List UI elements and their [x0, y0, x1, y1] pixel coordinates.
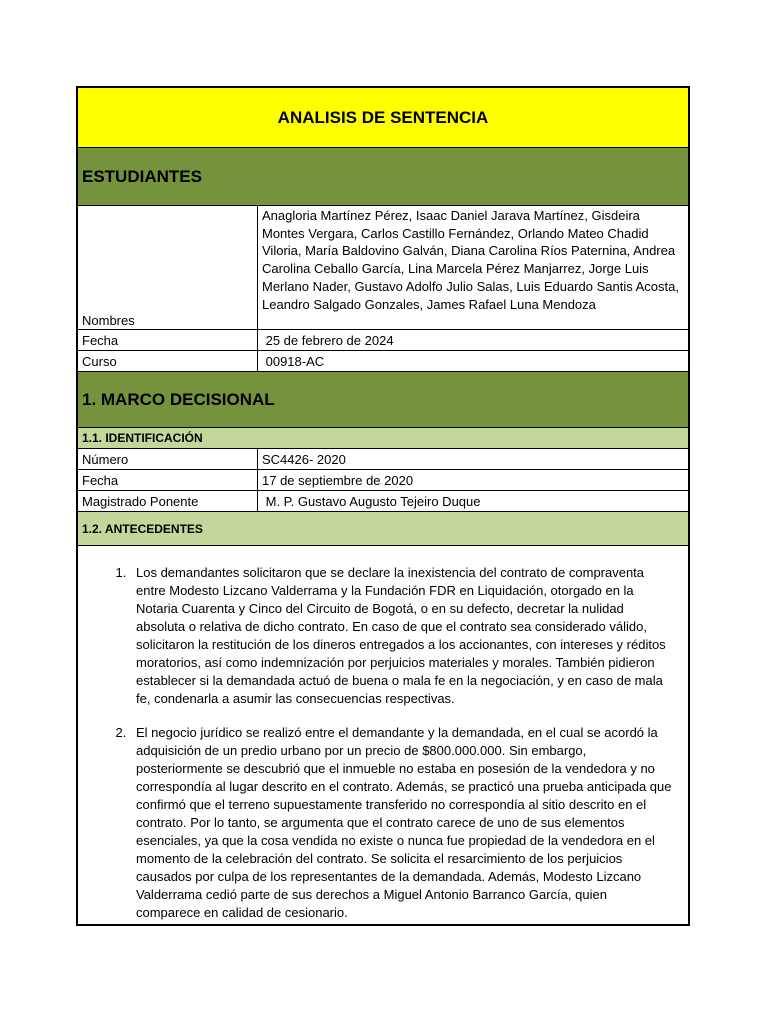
names-value: Anagloria Martínez Pérez, Isaac Daniel Jarava Martínez, Gisdeira Montes Vergara, Carlos Castillo Fernández, Orlando Mateo Chadid Viloria, María Baldovino Galván, Diana Carolina Ríos Paternina, Andrea Carolina Ceballo García, Lina Marcela Pérez Manjarrez, Jorge Luis Merlano Nader, Gustavo Adolfo Julio Salas, Luis Eduardo Santis Acosta, Leandro Salgado Gonzales, James Rafael Luna Mendoza	[262, 208, 679, 312]
number-value: SC4426- 2020	[262, 451, 346, 467]
decision-date-label: Fecha	[78, 470, 258, 490]
document-title: ANALISIS DE SENTENCIA	[277, 107, 489, 127]
names-row	[78, 206, 688, 330]
title-row	[78, 88, 688, 148]
analysis-table	[76, 86, 690, 926]
course-value: 00918-AC	[262, 353, 325, 369]
list-item: 1. Los demandantes solicitaron que se declare la inexistencia del contrato de compraventa entre Modesto Lizcano Valderrama y la Fundación FDR en Liquidación, otorgado en la Notaria Cuarenta y Cinco del Circuito de Bogotá, o en su defecto, decretar la nulidad absoluta o relativa de dicho contrato. En caso de que el contrato sea considerado válido, solicitaron la restitución de los dineros entregados a los accionantes, con intereses y réditos moratorios, así como indemnización por perjuicios materiales y morales. También pidieron establecer si la demandada actuó de buena o mala fe en la negociación, y en caso de mala fe, condenarla a asumir las consecuencias respectivas.	[130, 564, 674, 708]
magistrate-label: Magistrado Ponente	[78, 491, 258, 511]
date-row	[78, 330, 688, 351]
course-row	[78, 351, 688, 372]
date-label: Fecha	[78, 330, 258, 350]
antecedentes-list	[104, 564, 674, 922]
identificacion-header: 1.1. IDENTIFICACIÓN	[78, 428, 688, 449]
students-section-header: ESTUDIANTES	[78, 148, 688, 206]
names-label: Nombres	[78, 206, 258, 329]
antecedentes-header: 1.2. ANTECEDENTES	[78, 512, 688, 546]
decision-date-row	[78, 470, 688, 491]
course-label: Curso	[78, 351, 258, 371]
decision-date-value: 17 de septiembre de 2020	[262, 472, 414, 488]
marco-section-header: 1. MARCO DECISIONAL	[78, 372, 688, 428]
list-item: 2. El negocio jurídico se realizó entre el demandante y la demandada, en el cual se acordó la adquisición de un predio urbano por un precio de $800.000.000. Sin embargo, posteriormente se descubrió que el inmueble no estaba en posesión de la vendedora y no correspondía al lugar descrito en el contrato. Además, se practicó una prueba anticipada que confirmó que el terreno supuestamente transferido no correspondía al sitio descrito en el contrato. Por lo tanto, se argumenta que el contrato carece de uno de sus elementos esenciales, ya que la cosa vendida no existe o nunca fue propiedad de la vendedora en el momento de la celebración del contrato. Se solicita el resarcimiento de los perjuicios causados por culpa de los representantes de la demandada. Además, Modesto Lizcano Valderrama cedió parte de sus derechos a Miguel Antonio Barranco García, quien comparece en calidad de cesionario.	[130, 724, 674, 922]
date-value: 25 de febrero de 2024	[262, 332, 394, 348]
antecedentes-body	[78, 546, 688, 924]
magistrate-value: M. P. Gustavo Augusto Tejeiro Duque	[262, 493, 481, 509]
magistrate-row	[78, 491, 688, 512]
number-row	[78, 449, 688, 470]
number-label: Número	[78, 449, 258, 469]
